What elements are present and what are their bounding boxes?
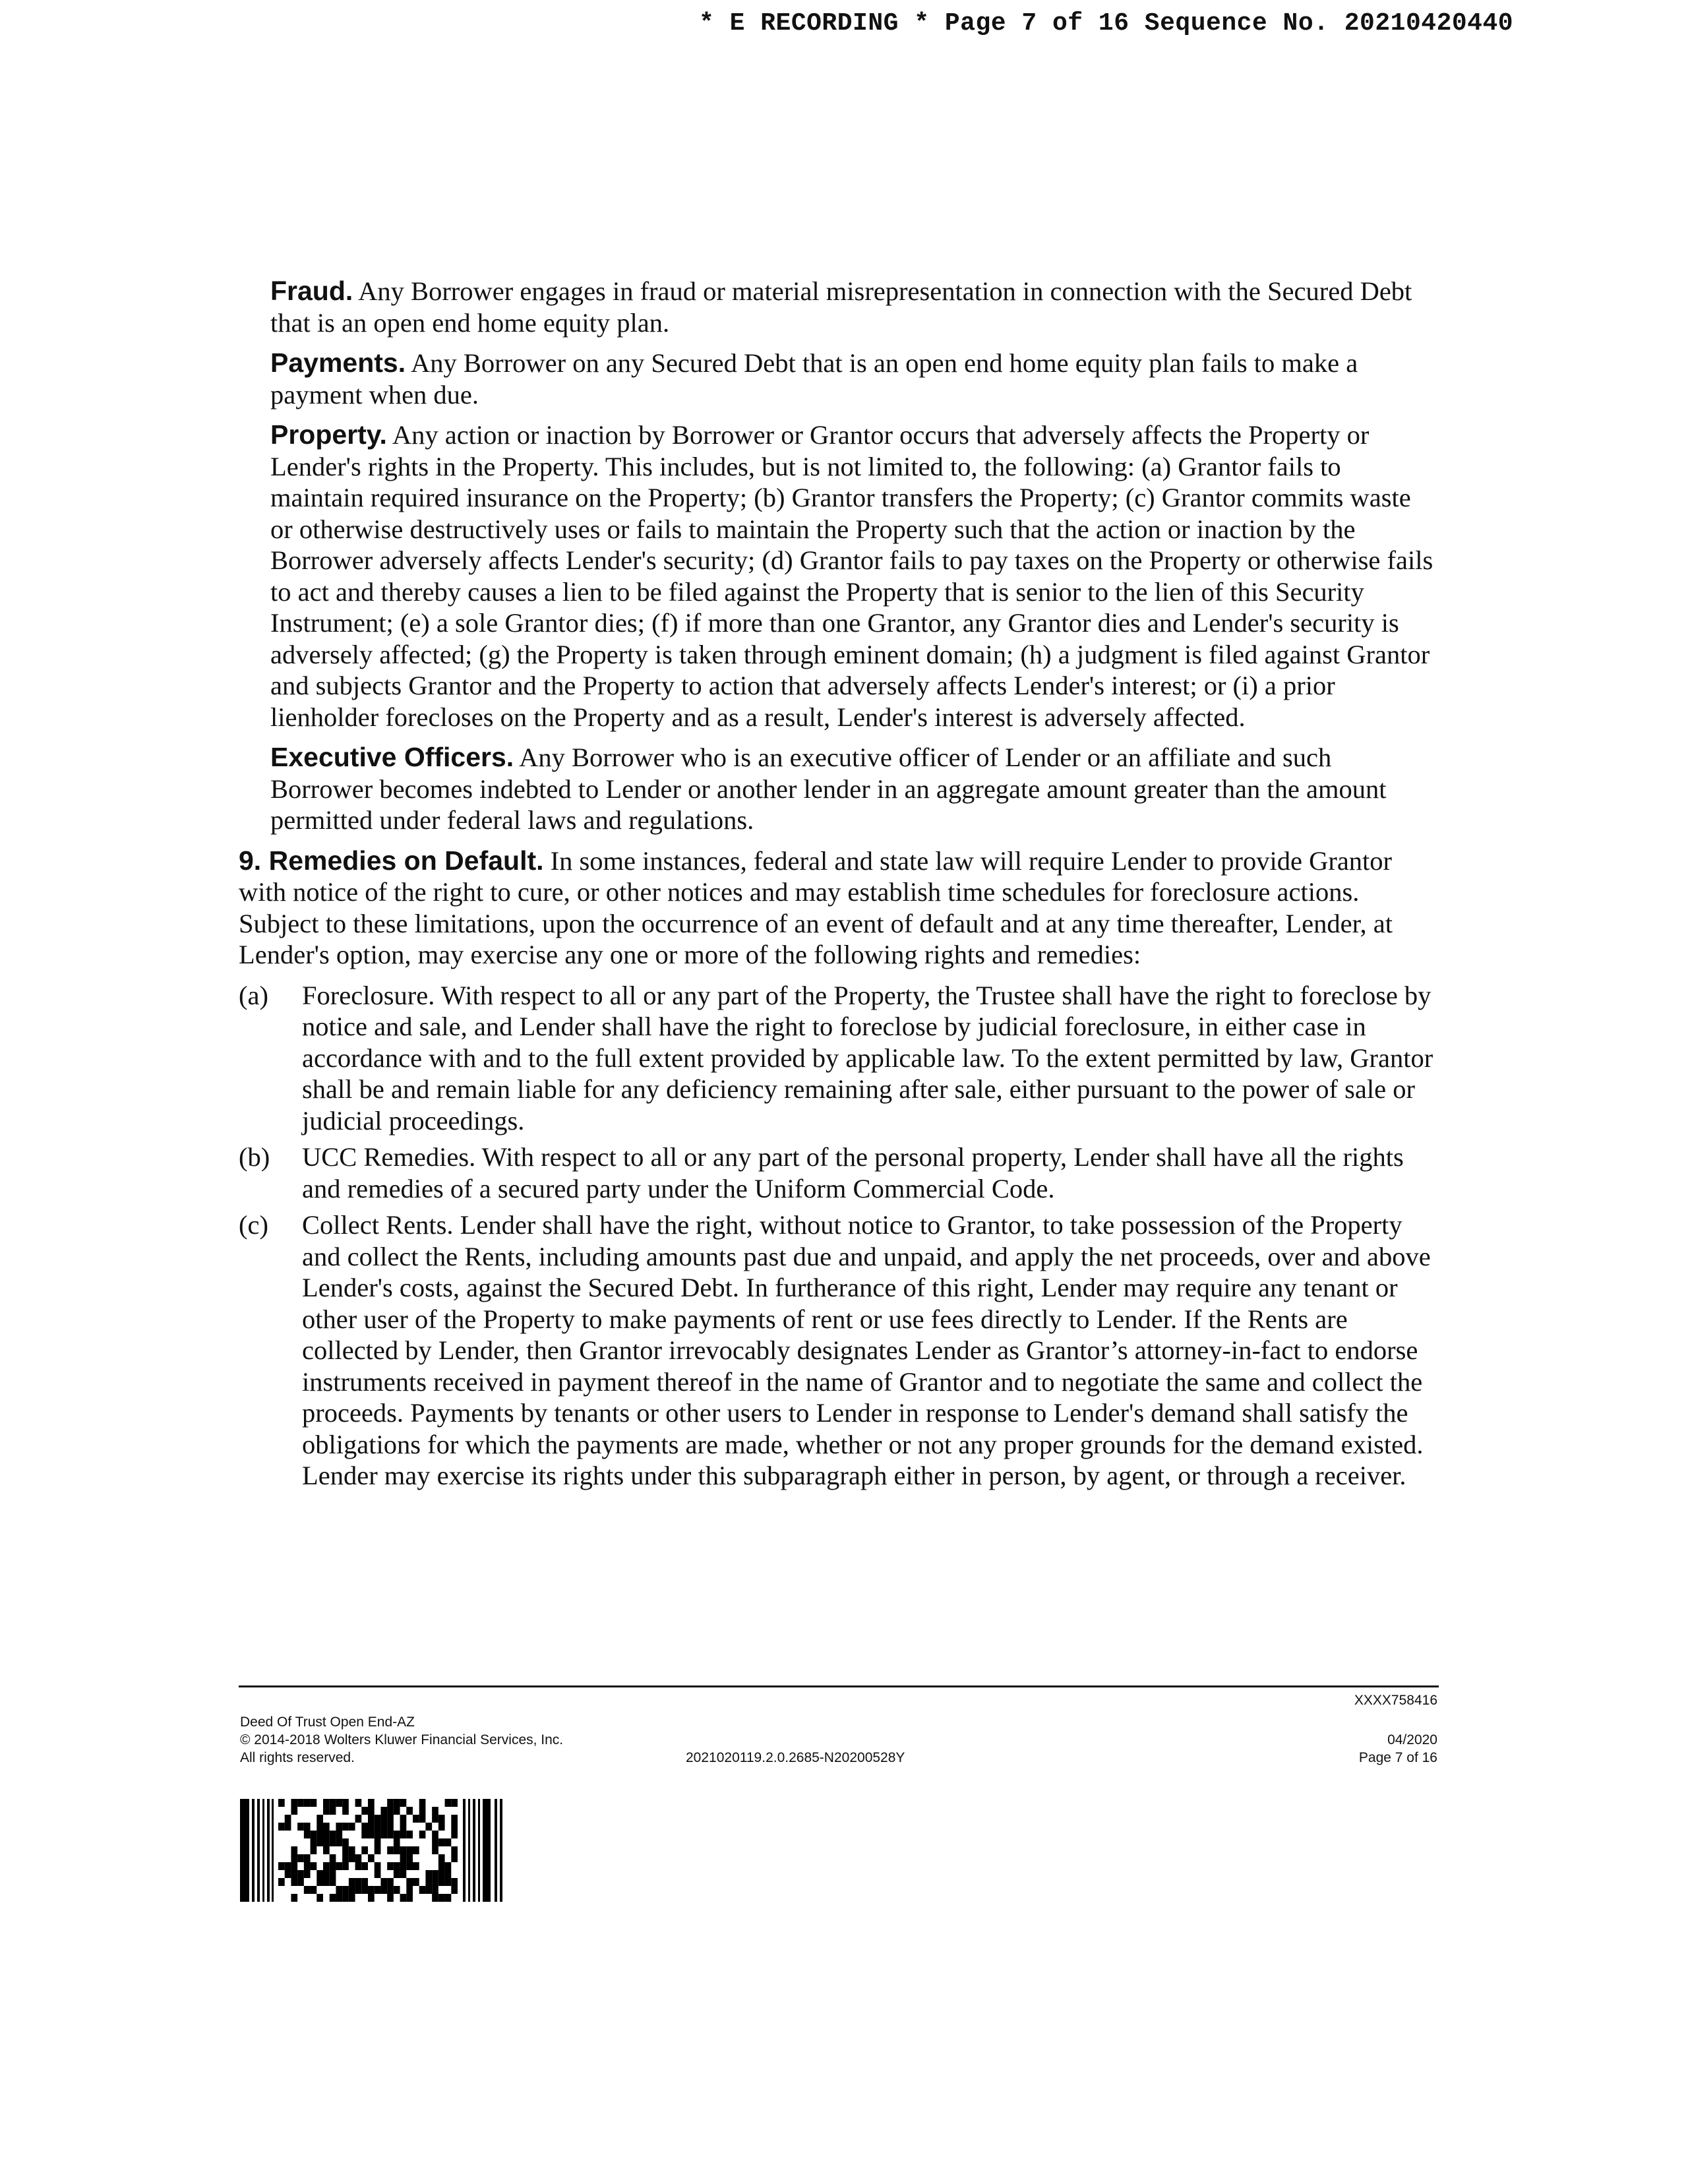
document-body	[239, 276, 1439, 1497]
document-code: 2021020119.2.0.2685-N20200528Y	[686, 1750, 905, 1765]
remedy-item-foreclosure	[239, 980, 1439, 1137]
remedies-heading: 9. Remedies on Default.	[239, 845, 544, 876]
list-label: (a)	[239, 980, 268, 1010]
footer-divider	[239, 1685, 1439, 1687]
barcode-image	[240, 1799, 505, 1902]
executive-officers-paragraph	[270, 742, 1439, 836]
payments-paragraph	[270, 348, 1439, 410]
loan-number: XXXX758416	[1354, 1693, 1437, 1708]
copyright: © 2014-2018 Wolters Kluwer Financial Services, Inc.	[240, 1732, 564, 1747]
fraud-heading: Fraud.	[270, 276, 353, 306]
remedy-item-ucc	[239, 1141, 1439, 1204]
form-date: 04/2020	[1387, 1732, 1437, 1747]
form-name: Deed Of Trust Open End-AZ	[240, 1714, 415, 1730]
property-heading: Property.	[270, 419, 387, 450]
property-paragraph	[270, 419, 1439, 733]
footer-right-block	[1279, 1731, 1437, 1767]
remedy-item-collect-rents	[239, 1209, 1439, 1492]
fraud-paragraph	[270, 276, 1439, 338]
remedies-paragraph	[239, 845, 1439, 971]
list-label: (c)	[239, 1210, 268, 1240]
payments-heading: Payments.	[270, 348, 406, 378]
fraud-text: Any Borrower engages in fraud or material misrepresentation in connection with the Secured Debt that is an open end home equity plan.	[270, 276, 1412, 338]
payments-text: Any Borrower on any Secured Debt that is an open end home equity plan fails to make a payment when due.	[270, 348, 1358, 410]
rights-reserved: All rights reserved.	[240, 1750, 355, 1765]
executive-officers-heading: Executive Officers.	[270, 742, 514, 772]
footer-left-block	[240, 1713, 702, 1767]
page-number: Page 7 of 16	[1358, 1750, 1437, 1765]
list-text: UCC Remedies. With respect to all or any part of the personal property, Lender shall have all the rights and remedies of a secured party under the Uniform Commercial Code.	[302, 1142, 1404, 1203]
recording-header: * E RECORDING * Page 7 of 16 Sequence No. 20210420440	[699, 9, 1514, 38]
property-text: Any action or inaction by Borrower or Grantor occurs that adversely affects the Property or Lender's rights in the Property. This includes, but is not limited to, the following: (a) Grantor fails to maintain required insurance on the Property; (b) Grantor transfers the Property; (c) Grantor commits waste or otherwise destructively uses or fails to maintain the Property such that the action or inaction by the Borrower adversely affects Lender's security; (d) Grantor fails to pay taxes on the Property or otherwise fails to act and thereby causes a lien to be filed against the Property that is senior to the lien of this Security Instrument; (e) a sole Grantor dies; (f) if more than one Grantor, any Grantor dies and Lender's security is adversely affected; (g) the Property is taken through eminent domain; (h) a judgment is filed against Grantor and subjects Grantor and the Property to action that adversely affects Lender's interest; or (i) a prior lienholder forecloses on the Property and as a result, Lender's interest is adversely affected.	[270, 420, 1433, 732]
list-text: Foreclosure. With respect to all or any part of the Property, the Trustee shall have the right to foreclose by notice and sale, and Lender shall have the right to foreclose by judicial foreclosure, in either case in accordance with and to the full extent provided by applicable law. To the extent permitted by law, Grantor shall be and remain liable for any deficiency remaining after sale, either pursuant to the power of sale or judicial proceedings.	[302, 980, 1433, 1136]
list-text: Collect Rents. Lender shall have the right, without notice to Grantor, to take possession of the Property and collect the Rents, including amounts past due and unpaid, and apply the net proceeds, over and above Lender's costs, against the Secured Debt. In furtherance of this right, Lender may require any tenant or other user of the Property to make payments of rent or use fees directly to Lender. If the Rents are collected by Lender, then Grantor irrevocably designates Lender as Grantor’s attorney-in-fact to endorse instruments received in payment thereof in the name of Grantor and to negotiate the same and collect the proceeds. Payments by tenants or other users to Lender in response to Lender's demand shall satisfy the obligations for which the payments are made, whether or not any proper grounds for the demand existed. Lender may exercise its rights under this subparagraph either in person, by agent, or through a receiver.	[302, 1210, 1431, 1490]
list-label: (b)	[239, 1142, 270, 1172]
remedies-text: In some instances, federal and state law will require Lender to provide Grantor with notice of the right to cure, or other notices and may establish time schedules for foreclosure actions. Subject to these limitations, upon the occurrence of an event of default and at any time thereafter, Lender, at Lender's option, may exercise any one or more of the following rights and remedies:	[239, 845, 1393, 969]
executive-officers-text: Any Borrower who is an executive officer of Lender or an affiliate and such Borrower becomes indebted to Lender or another lender in an aggregate amount greater than the amount permitted under federal laws and regulations.	[270, 743, 1387, 835]
